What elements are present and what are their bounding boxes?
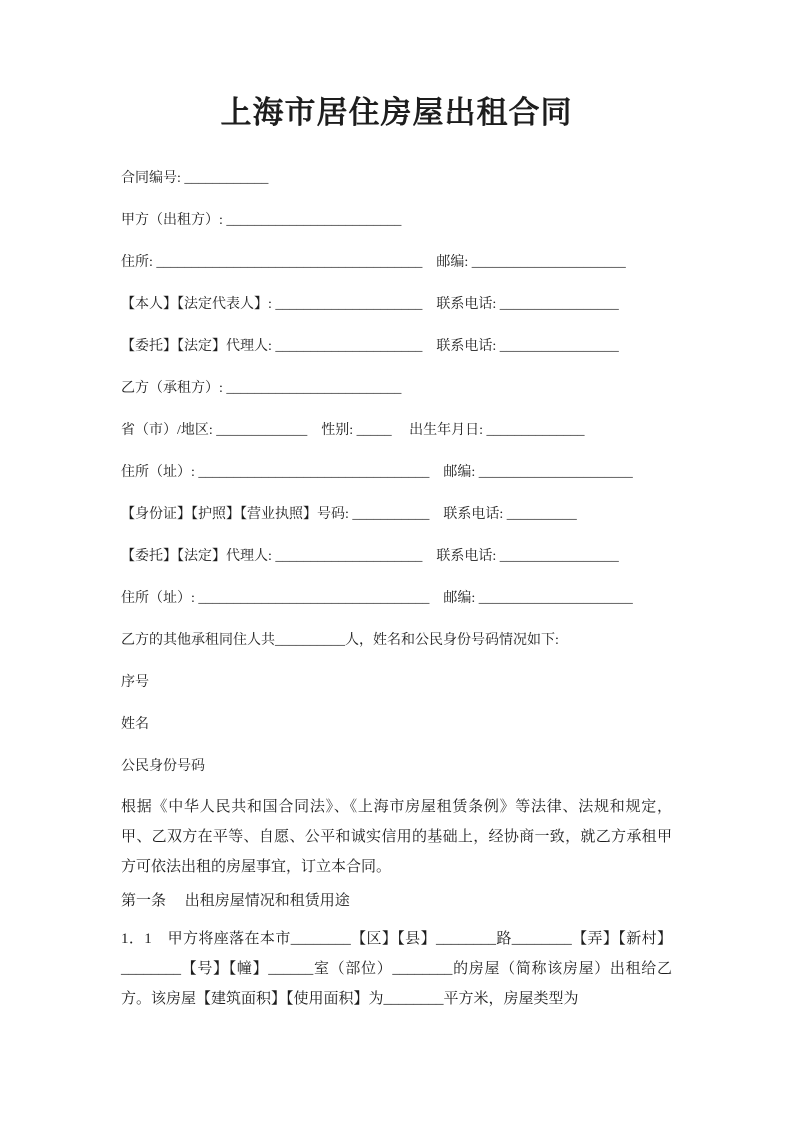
party-a-row: 甲方（出租方）: _________________________ (121, 213, 402, 228)
party-b-agent-address-row: 住所（址）: _________________________________ 邮编: ______________________ (121, 591, 633, 606)
serial-number-label: 序号 (121, 675, 149, 690)
contract-header-fields (121, 156, 672, 786)
document-title: 上海市居住房屋出租合同 (220, 95, 573, 130)
party-b-row: 乙方（承租方）: _________________________ (121, 381, 402, 396)
party-a-principal-row: 【本人】【法定代表人】: _____________________ 联系电话: _________________ (121, 297, 619, 312)
party-b-id-number-row: 【身份证】【护照】【营业执照】号码: ___________ 联系电话: __________ (121, 507, 577, 522)
clause-1-1-paragraph: 1．1 甲方将座落在本市________【区】【县】________路________【弄】【新村】________【号】【幢】______室（部位）________的房屋（简称该房屋）出租给乙方。该房屋【建筑面积】【使用面积】为________平方米，房屋类型为 (121, 931, 672, 1007)
party-a-address-row: 住所: ______________________________________ 邮编: ______________________ (121, 255, 626, 270)
name-label: 姓名 (121, 717, 149, 732)
party-b-agent-row: 【委托】【法定】代理人: _____________________ 联系电话: _________________ (121, 549, 619, 564)
party-b-address-row: 住所（址）: _________________________________ 邮编: ______________________ (121, 465, 633, 480)
co-tenants-row: 乙方的其他承租同住人共__________人，姓名和公民身份号码情况如下: (121, 633, 559, 648)
party-a-agent-row: 【委托】【法定】代理人: _____________________ 联系电话: _________________ (121, 339, 619, 354)
party-b-origin-row: 省（市）/地区: _____________ 性别: _____ 出生年月日: ______________ (121, 423, 585, 438)
contract-number-row: 合同编号: ____________ (121, 171, 269, 186)
citizen-id-label: 公民身份号码 (121, 759, 205, 774)
clause-1-heading: 第一条 出租房屋情况和租赁用途 (121, 893, 350, 909)
intro-paragraph: 根据《中华人民共和国合同法》、《上海市房屋租赁条例》等法律、法规和规定，甲、乙双方在平等、自愿、公平和诚实信用的基础上，经协商一致，就乙方承租甲方可依法出租的房屋事宜，订立本合同。 (121, 799, 672, 875)
